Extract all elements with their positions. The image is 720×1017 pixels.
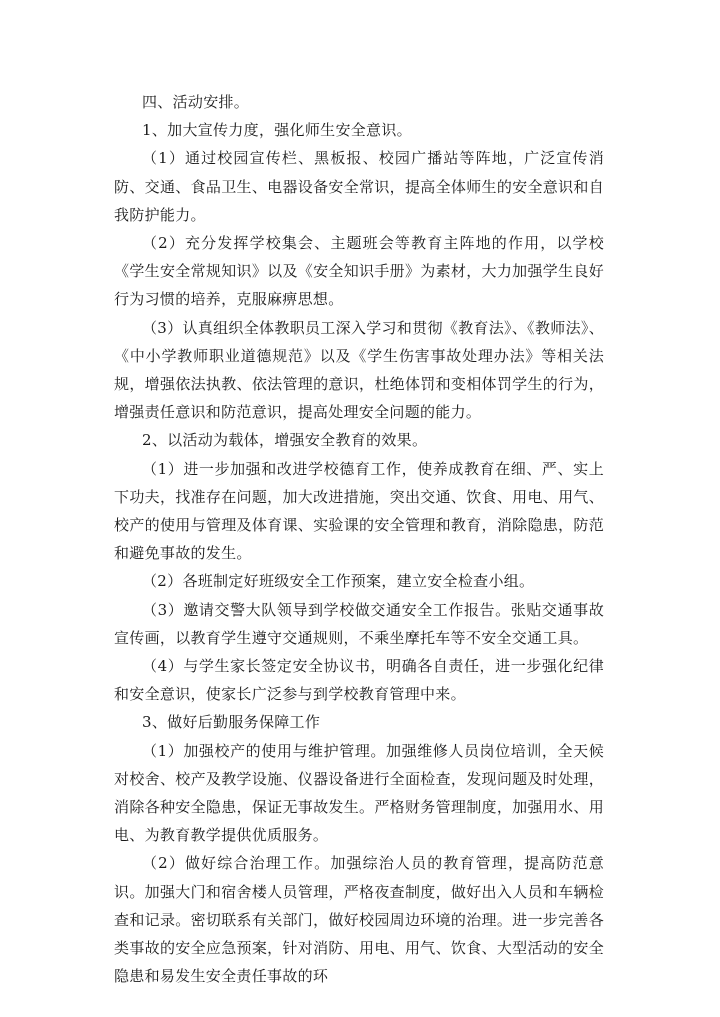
paragraph-1-3: （3）认真组织全体教职员工深入学习和贯彻《教育法》、《教师法》、《中小学教师职业道德规范》以及《学生伤害事故处理办法》等相关法规，增强依法执教、依法管理的意识，杜绝体罚和变相体罚学生的行为，增强责任意识和防范意识，提高处理安全问题的能力。 [114,318,604,422]
section-heading: 四、活动安排。 [142,93,250,111]
subsection-title-1: 1、加大宣传力度，强化师生安全意识。 [142,121,412,140]
subsection-title-3: 3、做好后勤服务保障工作 [142,713,321,732]
paragraph-1-2: （2）充分发挥学校集会、主题班会等教育主阵地的作用，以学校《学生安全常规知识》以及《安全知识手册》为素材，大力加强学生良好行为习惯的培养，克服麻痹思想。 [114,234,604,309]
paragraph-2-3: （3）邀请交警大队领导到学校做交通安全工作报告。张贴交通事故宣传画，以教育学生遵守交通规则，不乘坐摩托车等不安全交通工具。 [114,600,604,647]
document-body [114,88,604,991]
paragraph-1-1: （1）通过校园宣传栏、黑板报、校园广播站等阵地，广泛宣传消防、交通、食品卫生、电器设备安全常识，提高全体师生的安全意识和自我防护能力。 [114,149,604,224]
paragraph-3-2: （2）做好综合治理工作。加强综治人员的教育管理，提高防范意识。加强大门和宿舍楼人员管理，严格夜查制度，做好出入人员和车辆检查和记录。密切联系有关部门，做好校园周边环境的治理。进一步完善各类事故的安全应急预案，针对消防、用电、用气、饮食、大型活动的安全隐患和易发生安全责任事故的环 [114,854,604,986]
paragraph-2-4: （4）与学生家长签定安全协议书，明确各自责任，进一步强化纪律和安全意识，使家长广泛参与到学校教育管理中来。 [114,657,604,704]
paragraph-3-1: （1）加强校产的使用与维护管理。加强维修人员岗位培训，全天候对校舍、校产及教学设施、仪器设备进行全面检查，发现问题及时处理，消除各种安全隐患，保证无事故发生。严格财务管理制度，加强用水、用电、为教育教学提供优质服务。 [114,741,604,845]
subsection-title-2: 2、以活动为载体，增强安全教育的效果。 [142,431,428,450]
paragraph-2-1: （1）进一步加强和改进学校德育工作，使养成教育在细、严、实上下功夫，找准存在问题，加大改进措施，突出交通、饮食、用电、用气、校产的使用与管理及体育课、实验课的安全管理和教育，消除隐患，防范和避免事故的发生。 [114,459,604,563]
paragraph-2-2: （2）各班制定好班级安全工作预案，建立安全检查小组。 [142,572,535,591]
